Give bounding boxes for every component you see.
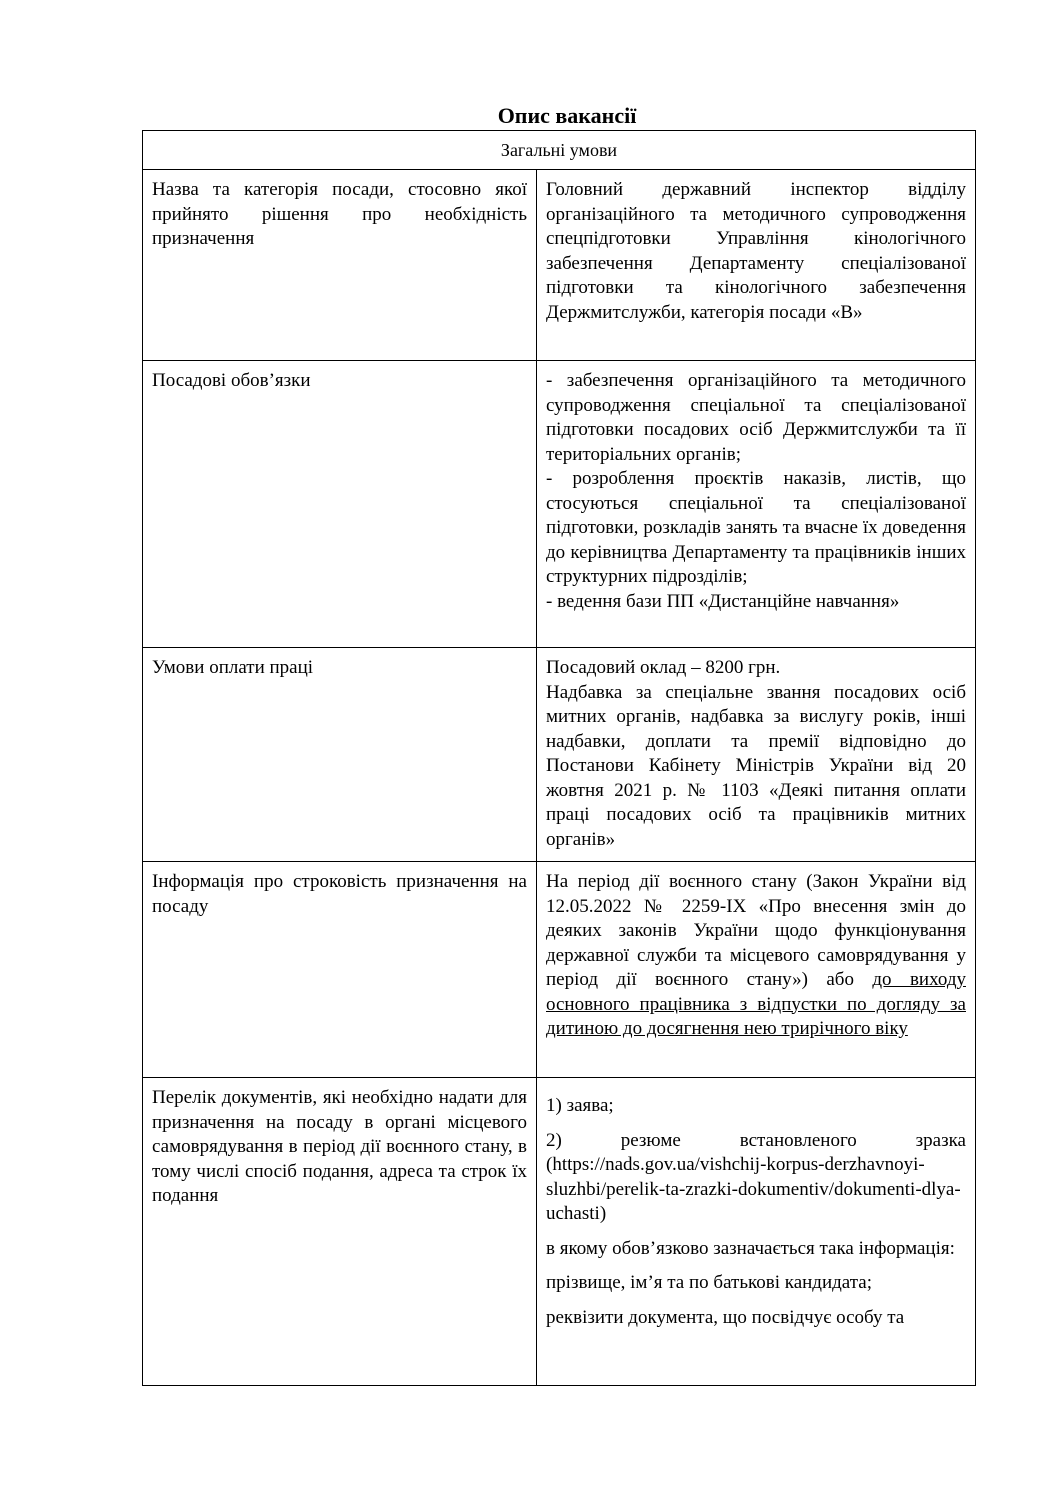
- section-header-row: [143, 131, 976, 170]
- row-value-position: Головний державний інспектор відділу організаційного та методичного супроводження спецпідготовки Управління кінологічного забезпечення Департаменту спеціалізованої підготовки та кінологічного забезпечення Держмитслужби, категорія посади «В»: [537, 170, 976, 361]
- duty-item: - ведення бази ПП «Дистанційне навчання»: [546, 590, 900, 612]
- doc-paragraph: реквізити документа, що посвідчує особу та: [546, 1306, 905, 1328]
- row-label-position: Назва та категорія посади, стосовно якої прийнято рішення про необхідність призначення: [143, 170, 537, 361]
- table-row: [143, 862, 976, 1078]
- row-value-term: [537, 862, 976, 1078]
- document-title: Опис вакансії: [497, 103, 637, 128]
- row-label-term: Інформація про строковість призначення на посаду: [143, 862, 537, 1078]
- row-value-salary: [537, 648, 976, 862]
- row-value-documents: [537, 1078, 976, 1386]
- salary-allowances: Надбавка за спеціальне звання посадових осіб митних органів, надбавка за вислугу років, інші надбавки, доплати та премії відповідно до Постанови Кабінету Міністрів України від 20 жовтня 2021 р. № 1103 «Деякі питання оплати праці посадових осіб та працівників митних органів»: [546, 681, 966, 850]
- row-label-duties: Посадові обов’язки: [143, 361, 537, 648]
- doc-paragraph: 2) резюме встановленого зразка (https://nads.gov.ua/vishchij-korpus-derzhavnoyi-sluzhbi/perelik-ta-zrazki-dokumentiv/dokumenti-dlya-uchasti): [546, 1129, 966, 1224]
- row-label-salary: Умови оплати праці: [143, 648, 537, 862]
- term-text-underlined: до виходу основного працівника з відпустки по догляду за дитиною до досягнення нею трирічного віку: [546, 969, 966, 1039]
- salary-amount: Посадовий оклад – 8200 грн.: [546, 657, 781, 678]
- doc-paragraph: в якому обов’язково зазначається така інформація:: [546, 1237, 955, 1259]
- duty-item: - розроблення проєктів наказів, листів, що стосуються спеціальної та спеціалізованої підготовки, розкладів занять та вчасне їх доведення до керівництва Департаменту та працівників інших структурних підрозділів;: [546, 468, 966, 587]
- duty-item: - забезпечення організаційного та методичного супроводження спеціальної та спеціалізованої підготовки посадових осіб Держмитслужби та її територіальних органів;: [546, 370, 966, 465]
- section-header: Загальні умови: [143, 131, 976, 170]
- row-value-duties: [537, 361, 976, 648]
- vacancy-table: [142, 130, 976, 1386]
- term-text: На період дії воєнного стану (Закон України від 12.05.2022 № 2259-IX «Про внесення змін до деяких законів України щодо функціонування державної служби та місцевого самоврядування у період дії воєнного стану») або: [546, 871, 966, 990]
- doc-paragraph: 1) заява;: [546, 1095, 614, 1116]
- table-row: [143, 361, 976, 648]
- row-label-documents: Перелік документів, які необхідно надати для призначення на посаду в органі місцевого самоврядування в період дії воєнного стану, в тому числі спосіб подання, адреса та строк їх подання: [143, 1078, 537, 1386]
- table-row: [143, 648, 976, 862]
- table-row: [143, 170, 976, 361]
- doc-paragraph: прізвище, ім’я та по батькові кандидата;: [546, 1272, 872, 1293]
- table-row: [143, 1078, 976, 1386]
